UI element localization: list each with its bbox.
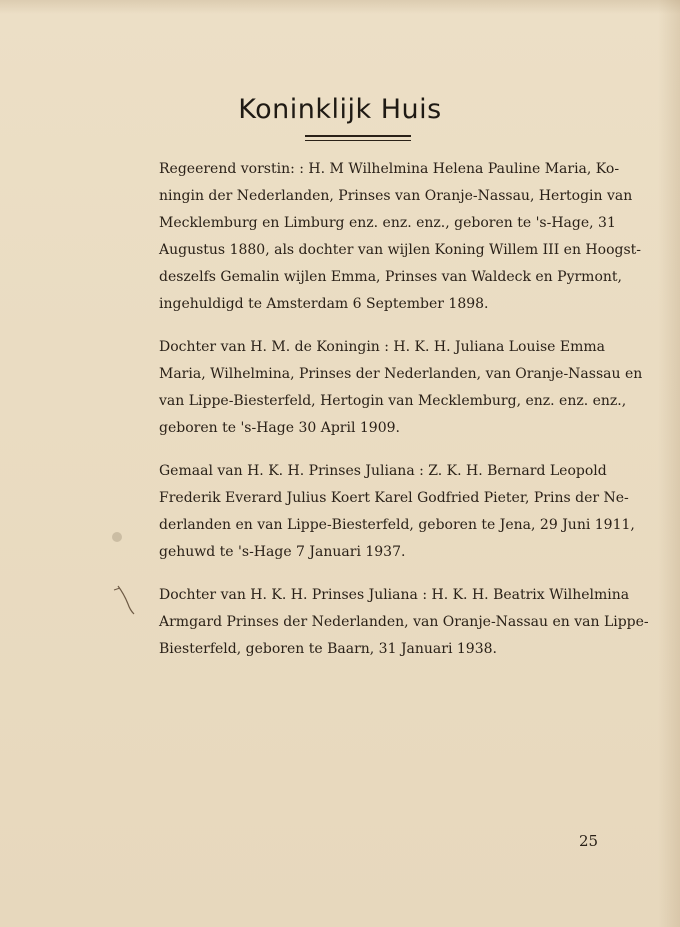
text-line: Armgard Prinses der Nederlanden, van Oranje-Nassau en van Lippe- xyxy=(159,614,649,630)
text-line: geboren te 's-Hage 30 April 1909. xyxy=(159,420,400,436)
body-text xyxy=(159,156,649,679)
paper-spot-icon xyxy=(112,532,122,542)
page-top-shadow xyxy=(0,0,680,14)
title-underline-thin xyxy=(305,140,411,141)
text-line: Augustus 1880, als dochter van wijlen Koning Willem III en Hoogst- xyxy=(159,242,641,258)
text-line: Gemaal van H. K. H. Prinses Juliana : Z. K. H. Bernard Leopold xyxy=(159,463,607,479)
page-title: Koninklijk Huis xyxy=(238,94,442,125)
text-line: Dochter van H. M. de Koningin : H. K. H. Juliana Louise Emma xyxy=(159,339,606,355)
title-underline-thick xyxy=(305,135,411,137)
text-line: ningin der Nederlanden, Prinses van Oranje-Nassau, Hertogin van xyxy=(159,188,633,204)
paragraph-consort-bernard xyxy=(159,458,635,566)
page-number: 25 xyxy=(579,832,599,850)
text-line: Dochter van H. K. H. Prinses Juliana : H. K. H. Beatrix Wilhelmina xyxy=(159,587,630,603)
text-line: Maria, Wilhelmina, Prinses der Nederlanden, van Oranje-Nassau en xyxy=(159,366,643,382)
page-right-shadow xyxy=(658,0,680,927)
text-line: ingehuldigd te Amsterdam 6 September 1898. xyxy=(159,296,489,312)
text-line: Regeerend vorstin: : H. M Wilhelmina Helena Pauline Maria, Ko- xyxy=(159,161,620,177)
paragraph-reigning-queen xyxy=(159,156,641,318)
text-line: gehuwd te 's-Hage 7 Januari 1937. xyxy=(159,544,406,560)
pencil-mark-icon xyxy=(110,580,140,620)
text-line: Biesterfeld, geboren te Baarn, 31 Januari 1938. xyxy=(159,641,497,657)
text-line: van Lippe-Biesterfeld, Hertogin van Mecklemburg, enz. enz. enz., xyxy=(159,393,627,409)
text-line: derlanden en van Lippe-Biesterfeld, geboren te Jena, 29 Juni 1911, xyxy=(159,517,635,533)
text-line: Frederik Everard Julius Koert Karel Godfried Pieter, Prins der Ne- xyxy=(159,490,629,506)
text-line: Mecklemburg en Limburg enz. enz. enz., geboren te 's-Hage, 31 xyxy=(159,215,616,231)
paragraph-daughter-juliana xyxy=(159,334,643,442)
paragraph-daughter-beatrix xyxy=(159,582,649,663)
text-line: deszelfs Gemalin wijlen Emma, Prinses van Waldeck en Pyrmont, xyxy=(159,269,622,285)
